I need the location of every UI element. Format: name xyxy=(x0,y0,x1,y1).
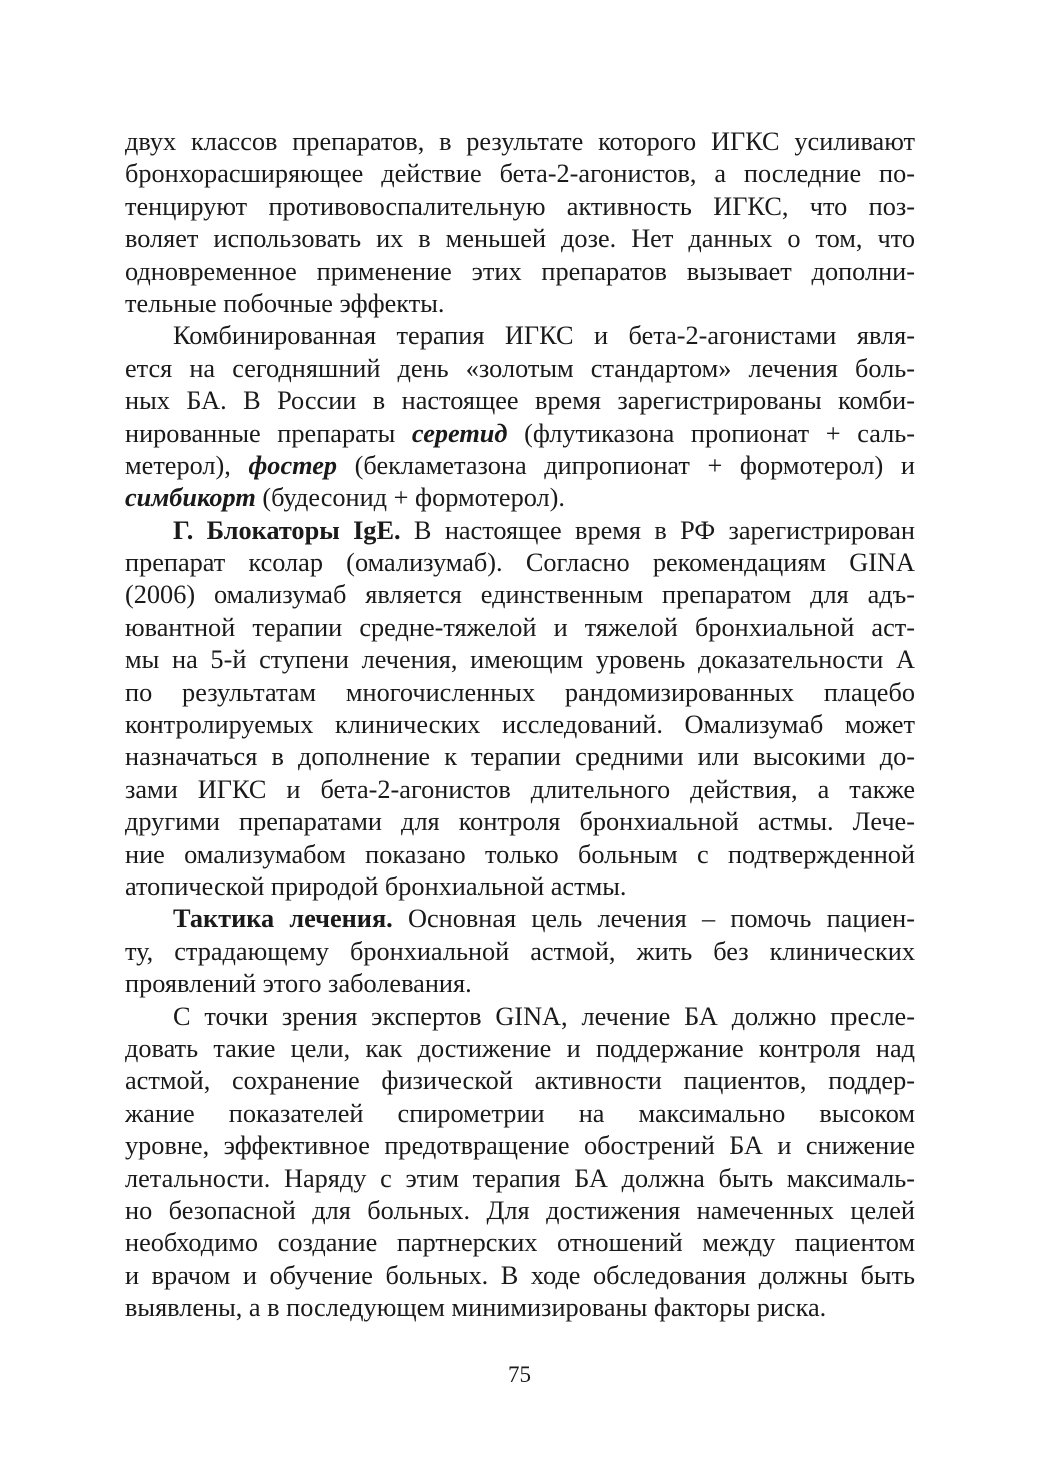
text-run: (будесонид + формотерол). xyxy=(255,483,565,513)
text-line: воляет использовать их в меньшей дозе. Нет данных о том, что xyxy=(125,224,915,254)
text-line: ется на сегодняшний день «золотым стандартом» лечения боль- xyxy=(125,353,915,383)
text-line: проявлений этого заболевания. xyxy=(125,969,472,999)
text-line xyxy=(125,903,915,935)
drug-name-emphasis: серетид xyxy=(411,418,508,448)
text-line: тельные побочные эффекты. xyxy=(125,288,445,318)
text-line: мы на 5-й ступени лечения, имеющим уровень доказательности А xyxy=(125,645,915,675)
text-line: ние омализумабом показано только больным с подтвержденной xyxy=(125,839,915,869)
paragraph xyxy=(125,320,915,514)
paragraph xyxy=(125,126,915,320)
text-line: уровне, эффективное предотвращение обострений БА и снижение xyxy=(125,1131,915,1161)
text-run: нированные препараты xyxy=(125,418,412,448)
text-line: зами ИГКС и бета-2-агонистов длительного действия, а также xyxy=(125,774,915,804)
text-line: но безопасной для больных. Для достижения намеченных целей xyxy=(125,1195,915,1225)
text-line xyxy=(125,482,915,514)
text-line: довать такие цели, как достижение и поддержание контроля над xyxy=(125,1033,915,1063)
body-text xyxy=(125,126,915,1324)
text-line: астмой, сохранение физической активности пациентов, поддер- xyxy=(125,1066,915,1096)
text-line: (2006) омализумаб является единственным препаратом для адъ- xyxy=(125,580,915,610)
text-line xyxy=(125,515,915,547)
drug-name-emphasis: фостер xyxy=(248,450,338,480)
text-line: ных БА. В России в настоящее время зарегистрированы комби- xyxy=(125,386,915,416)
text-line: назначаться в дополнение к терапии средними или высокими до- xyxy=(125,742,915,772)
text-line: ювантной терапии средне-тяжелой и тяжелой бронхиальной аст- xyxy=(125,612,915,642)
text-line: тенцируют противовоспалительную активность ИГКС, что поз- xyxy=(125,191,915,221)
text-run: Основная цель лечения – помочь пациен- xyxy=(392,904,915,934)
paragraph xyxy=(125,515,915,904)
text-line: выявлены, а в последующем минимизированы факторы риска. xyxy=(125,1293,827,1323)
text-line: другими препаратами для контроля бронхиальной астмы. Лече- xyxy=(125,807,915,837)
drug-name-emphasis: симбикорт xyxy=(125,483,256,513)
text-line: необходимо создание партнерских отношений между пациентом xyxy=(125,1228,915,1258)
text-line: бронхорасширяющее действие бета-2-агонистов, а последние по- xyxy=(125,159,915,189)
text-run: В настоящее время в РФ зарегистрирован xyxy=(400,515,915,545)
page-number: 75 xyxy=(508,1362,531,1387)
text-line: препарат ксолар (омализумаб). Согласно рекомендациям GINA xyxy=(125,548,915,578)
text-line: Комбинированная терапия ИГКС и бета-2-агонистами явля- xyxy=(173,321,915,351)
text-line: и врачом и обучение больных. В ходе обследования должны быть xyxy=(125,1260,915,1290)
text-line xyxy=(125,418,915,450)
text-line xyxy=(125,450,915,482)
text-run: (флутиказона пропионат + саль- xyxy=(507,418,915,448)
text-line: С точки зрения экспертов GINA, лечение БА должно пресле- xyxy=(173,1001,915,1031)
paragraph xyxy=(125,1001,915,1325)
text-line: жание показателей спирометрии на максимально высоком xyxy=(125,1098,915,1128)
section-heading: Г. Блокаторы IgE. xyxy=(173,515,401,545)
text-line: одновременное применение этих препаратов вызывает дополни- xyxy=(125,256,915,286)
paragraph xyxy=(125,903,915,1000)
text-run: (бекламетазона дипропионат + формотерол) и xyxy=(337,450,915,480)
text-line: контролируемых клинических исследований. Омализумаб может xyxy=(125,710,915,740)
text-line: по результатам многочисленных рандомизированных плацебо xyxy=(125,677,915,707)
text-line: летальности. Наряду с этим терапия БА должна быть максималь- xyxy=(125,1163,915,1193)
text-run: метерол), xyxy=(125,450,249,480)
text-line: атопической природой бронхиальной астмы. xyxy=(125,871,627,901)
text-line: ту, страдающему бронхиальной астмой, жить без клинических xyxy=(125,936,915,966)
section-heading: Тактика лечения. xyxy=(173,904,393,934)
text-line: двух классов препаратов, в результате которого ИГКС усиливают xyxy=(125,127,915,156)
